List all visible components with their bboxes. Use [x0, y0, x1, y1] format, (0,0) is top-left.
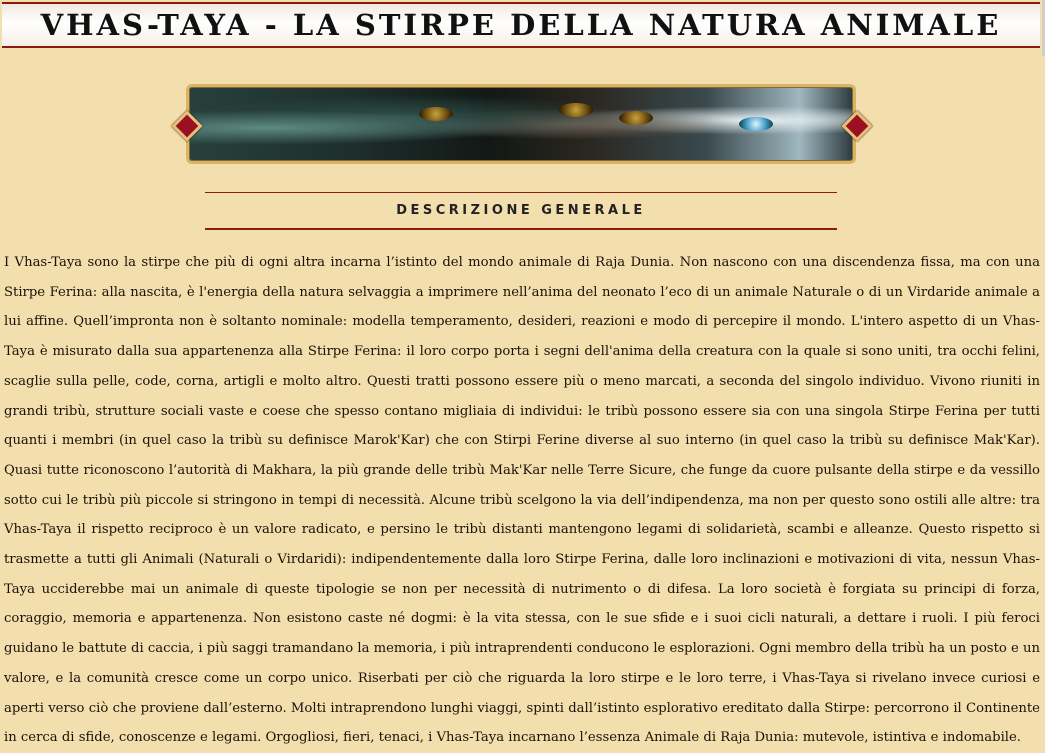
- page-title: VHAS-TAYA - LA STIRPE DELLA NATURA ANIMALE: [40, 8, 1002, 42]
- feline-eye-icon: [419, 107, 453, 121]
- blue-eye-icon: [739, 117, 773, 131]
- header-banner-image: [186, 84, 856, 164]
- feline-eye-icon: [559, 103, 593, 117]
- section-heading: DESCRIZIONE GENERALE: [396, 203, 646, 218]
- description-paragraph: I Vhas-Taya sono la stirpe che più di ogni altra incarna l’istinto del mondo animale di Raja Dunia. Non nascono con una discendenza fissa, ma con una Stirpe Ferina: alla nascita, è l'energia della natura selvaggia a imprimere nell’anima del neonato l’eco di un animale Naturale o di un Virdaride animale a lui affine. Quell’impronta non è soltanto nominale: modella temperamento, desideri, reazioni e modo di percepire il mondo. L'intero aspetto di un Vhas-Taya è misurato dalla sua appartenenza alla Stirpe Ferina: il loro corpo porta i segni dell'anima della creatura con la quale si sono uniti, tra occhi felini, scaglie sulla pelle, code, corna, artigli e molto altro. Questi tratti possono essere più o meno marcati, a seconda del singolo individuo. Vivono riuniti in grandi tribù, strutture sociali vaste e coese che spesso contano migliaia di individui: le tribù possono essere sia con una singola Stirpe Ferina per tutti quanti i membri (in quel caso la tribù su definisce Marok'Kar) che con Stirpi Ferine diverse al suo interno (in quel caso la tribù su definisce Mak'Kar). Quasi tutte riconoscono l’autorità di Makhara, la più grande delle tribù Mak'Kar nelle Terre Sicure, che funge da cuore pulsante della stirpe e da vessillo sotto cui le tribù più piccole si stringono in tempi di necessità. Alcune tribù scelgono la via dell’indipendenza, ma non per questo sono ostili alle altre: tra Vhas-Taya il rispetto reciproco è un valore radicato, e persino le tribù distanti mantengono legami di solidarietà, scambi e alleanze. Questo rispetto si trasmette a tutti gli Animali (Naturali o Virdaridi): indipendentemente dalla loro Stirpe Ferina, dalle loro inclinazioni e motivazioni di vita, nessun Vhas-Taya ucciderebbe mai un animale di queste tipologie se non per necessità di nutrimento o di difesa. La loro società è forgiata su principi di forza, coraggio, memoria e appartenenza. Non esistono caste né dogmi: è la vita stessa, con le sue sfide e i suoi cicli naturali, a dettare i ruoli. I più feroci guidano le battute di caccia, i più saggi tramandano la memoria, i più intraprendenti conducono le esplorazioni. Ogni membro della tribù ha un posto e un valore, e la comunità cresce come un corpo unico. Riserbati per ciò che riguarda la loro stirpe e le loro terre, i Vhas-Taya si rivelano invece curiosi e aperti verso ciò che proviene dall’esterno. Molti intraprendono lunghi viaggi, spinti dall’istinto esplorativo ereditato dalla Stirpe: percorrono il Continente in cerca di sfide, conoscenze e legami. Orgogliosi, fieri, tenaci, i Vhas-Taya incarnano l’essenza Animale di Raja Dunia: mutevole, istintiva e indomabile.: [4, 255, 1040, 746]
- section-heading-bar: [205, 192, 837, 230]
- title-bar: [2, 2, 1040, 48]
- feline-eye-icon: [619, 111, 653, 125]
